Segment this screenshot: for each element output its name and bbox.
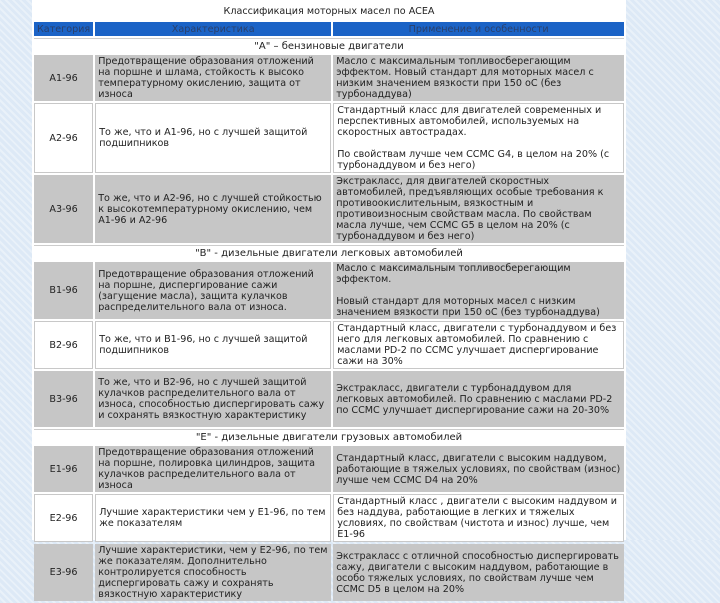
characteristic-cell: Предотвращение образования отложений на поршне и шлама, стойкость к высоко температурному окислению, защита от износа [95,55,331,101]
application-cell [333,103,624,173]
table-row [34,446,624,492]
table-row [34,494,624,542]
section-row [34,38,624,53]
application-cell [333,321,624,369]
category-cell: B2-96 [34,321,93,369]
characteristic-cell: Предотвращение образования отложений на поршне, полировка цилиндров, защита кулачков распределительного вала от износа [95,446,331,492]
application-text: Экстракласс с отличной способностью диспергировать сажу, двигатели с высоким наддувом, работающие в особо тяжелых условиях, по свойствам лучше чем CCMC D5 в целом на 20% [336,550,619,595]
category-cell: E1-96 [34,446,93,492]
section-label: "E" - дизельные двигатели грузовых автомобилей [34,429,624,444]
application-cell [333,175,624,243]
category-cell: A3-96 [34,175,93,243]
category-cell: E3-96 [34,544,93,601]
acea-table [32,0,626,603]
table-row [34,175,624,243]
characteristic-cell: То же, что и B1-96, но с лучшей защитой подшипников [95,321,331,369]
characteristic-cell: То же, что и B2-96, но с лучшей защитой кулачков распределительного вала от износа, способностью диспергировать сажу и сохранять вязкостную характеристику [95,371,331,427]
application-cell [333,494,624,542]
table-row [34,55,624,101]
section-row [34,429,624,444]
application-text: Стандартный класс для двигателей современных и перспективных автомобилей, используемых на скоростных автострадах. [337,105,602,138]
application-cell [333,371,624,427]
category-cell: E2-96 [34,494,93,542]
header-row [34,22,624,36]
table-title-row [34,2,624,20]
characteristic-cell: То же, что и A2-96, но с лучшей стойкостью к высокотемпературному окислению, чем A1-96 и A2-96 [95,175,331,243]
table-row [34,262,624,319]
application-text: Стандартный класс, двигатели с турбонаддувом и без него для легковых автомобилей. По сравнению с маслами PD-2 по CCMC улучшает диспергирование сажи на 30% [337,323,617,367]
application-text: Экстракласс, для двигателей скоростных автомобилей, предъявляющих особые требования к противоокислительным, вязкостным и противоизносным свойствам масла. По свойствам масла лучше, чем CCMC G5 в целом на 20% (с турбонаддувом и без него) [336,176,604,242]
section-label: "B" - дизельные двигатели легковых автомобилей [34,245,624,260]
header-characteristic: Характеристика [95,22,331,36]
characteristic-cell: Лучшие характеристики чем у E1-96, по тем же показателям [95,494,331,542]
table-row [34,321,624,369]
section-label: "A" – бензиновые двигатели [34,38,624,53]
header-application: Применение и особенности [333,22,624,36]
application-text: Новый стандарт для моторных масел с низким значением вязкости при 150 оС (без турбонаддува) [336,296,600,318]
classification-document [32,0,626,600]
header-category: Категория [34,22,93,36]
application-text: Масло с максимальным топливосберегающим эффектом. [336,263,571,285]
application-text: Стандартный класс , двигатели с высоким наддувом и без наддува, работающие в легких и тяжелых условиях, по свойствам (чистота и износ) лучше, чем E1-96 [337,496,617,540]
application-cell [333,544,624,601]
application-cell [333,446,624,492]
category-cell: A1-96 [34,55,93,101]
application-cell [333,55,624,101]
application-text: Стандартный класс, двигатели с высоким наддувом, работающие в тяжелых условиях, по свойствам (износ) лучше чем CCMC D4 на 20% [336,452,621,486]
category-cell: B3-96 [34,371,93,427]
table-row [34,371,624,427]
category-cell: B1-96 [34,262,93,319]
characteristic-cell: Предотвращение образования отложений на поршне, диспергирование сажи (загущение масла), защита кулачков распределительного вала от износа. [95,262,331,319]
section-row [34,245,624,260]
table-title: Классификация моторных масел по ACEA [34,2,624,20]
application-text: Экстракласс, двигатели с турбонаддувом для легковых автомобилей. По сравнению с маслами PD-2 по CCMC улучшает диспергирование сажи на 20-30% [336,382,613,416]
application-text: По свойствам лучше чем CCMC G4, в целом на 20% (с турбонаддувом и без него) [337,149,610,171]
characteristic-cell: То же, что и A1-96, но с лучшей защитой подшипников [95,103,331,173]
application-text: Масло с максимальным топливосберегающим эффектом. Новый стандарт для моторных масел с низким значением вязкости при 150 оС (без турбонаддува) [336,56,594,100]
category-cell: A2-96 [34,103,93,173]
table-row [34,544,624,601]
application-cell [333,262,624,319]
table-row [34,103,624,173]
characteristic-cell: Лучшие характеристики, чем у E2-96, по тем же показателям. Дополнительно контролируется способность диспергировать сажу и сохранять вязкостную характеристику [95,544,331,601]
